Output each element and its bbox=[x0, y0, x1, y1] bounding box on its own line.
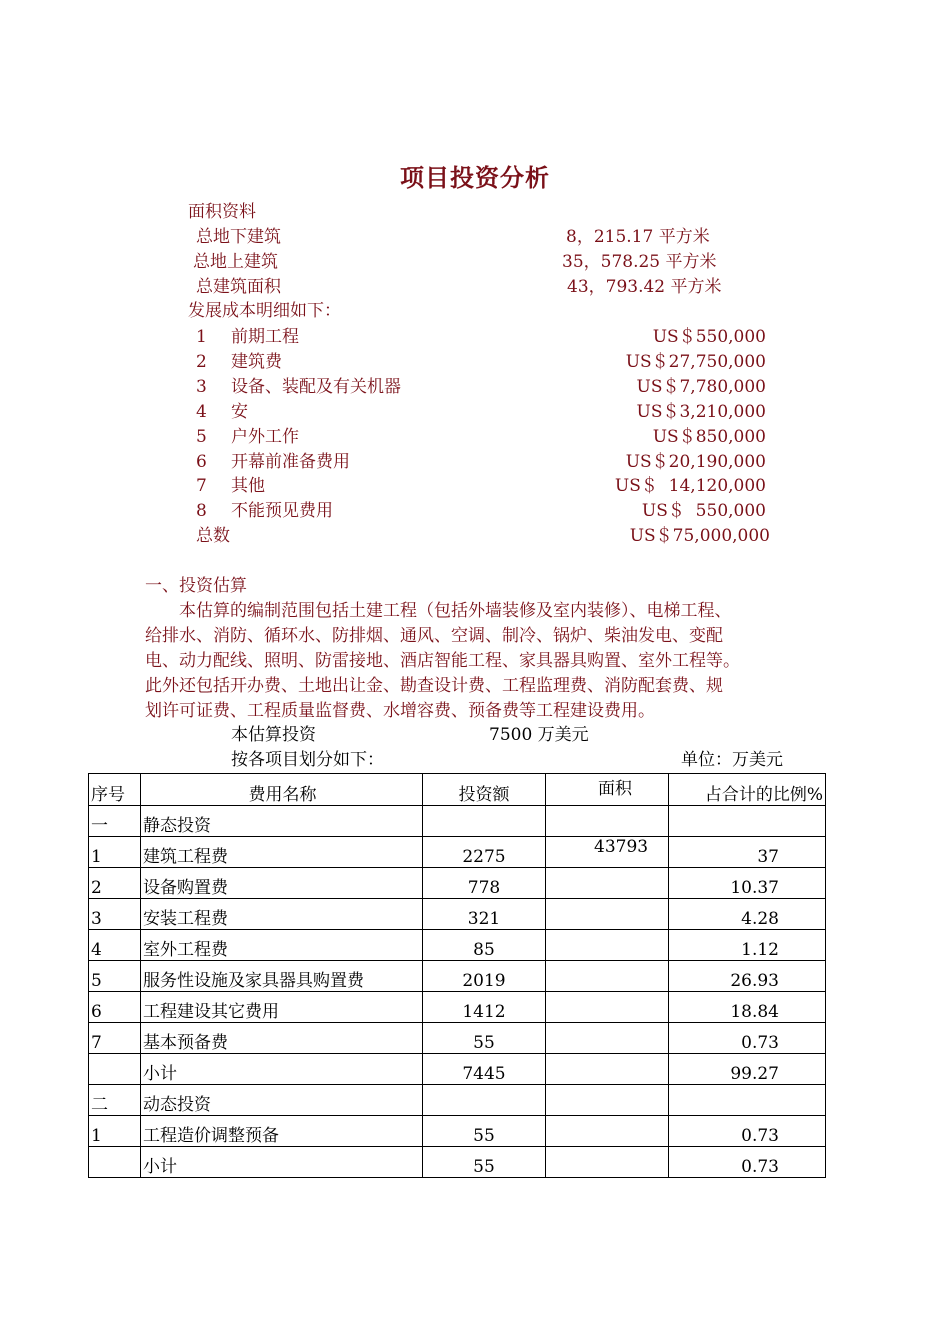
cell-area bbox=[546, 930, 669, 961]
cell-pct: 0.73 bbox=[669, 1116, 826, 1147]
paragraph-line: 此外还包括开办费、土地出让金、勘查设计费、工程监理费、消防配套费、规 bbox=[145, 676, 723, 696]
cost-item-amount: US＄ 14,120,000 bbox=[614, 476, 766, 496]
cost-item-amount: US＄7,780,000 bbox=[636, 377, 766, 397]
cell-area bbox=[546, 899, 669, 930]
cell-pct: 18.84 bbox=[669, 992, 826, 1023]
cell-area bbox=[546, 1116, 669, 1147]
cost-item-no: 3 bbox=[196, 377, 207, 397]
cost-item-name: 其他 bbox=[231, 476, 265, 496]
cell-amount: 55 bbox=[423, 1147, 546, 1178]
table-row bbox=[89, 930, 826, 961]
cost-item-amount: US＄27,750,000 bbox=[625, 352, 766, 372]
cost-item-no: 2 bbox=[196, 352, 207, 372]
table-row bbox=[89, 961, 826, 992]
header-amount: 投资额 bbox=[423, 774, 546, 806]
paragraph-line: 电、动力配线、照明、防雷接地、酒店智能工程、家具器具购置、室外工程等。 bbox=[145, 651, 740, 671]
cell-area bbox=[546, 1147, 669, 1178]
header-area: 面积 bbox=[546, 774, 669, 806]
table-row bbox=[89, 806, 826, 837]
cell-amount bbox=[423, 806, 546, 837]
cost-item-amount: US＄ 550,000 bbox=[641, 501, 766, 521]
cost-total-amount: US＄75,000,000 bbox=[629, 526, 770, 546]
cell-no: 5 bbox=[89, 961, 141, 992]
cell-pct: 37 bbox=[669, 837, 826, 868]
cell-name: 小计 bbox=[141, 1054, 423, 1085]
cell-name: 小计 bbox=[141, 1147, 423, 1178]
cell-amount: 7445 bbox=[423, 1054, 546, 1085]
cost-total-label: 总数 bbox=[196, 526, 230, 546]
cell-pct: 0.73 bbox=[669, 1023, 826, 1054]
cell-name: 静态投资 bbox=[141, 806, 423, 837]
table-row bbox=[89, 868, 826, 899]
unit-label: 单位：万美元 bbox=[681, 750, 783, 770]
cell-amount: 778 bbox=[423, 868, 546, 899]
cell-pct: 1.12 bbox=[669, 930, 826, 961]
cell-no: 1 bbox=[89, 1116, 141, 1147]
cell-no: 2 bbox=[89, 868, 141, 899]
cell-amount bbox=[423, 1085, 546, 1116]
estimate-value: 7500 万美元 bbox=[489, 725, 589, 745]
area-heading: 面积资料 bbox=[188, 202, 256, 222]
cell-area: 43793 bbox=[546, 837, 669, 868]
cell-name: 服务性设施及家具器具购置费 bbox=[141, 961, 423, 992]
paragraph-line: 划许可证费、工程质量监督费、水增容费、预备费等工程建设费用。 bbox=[145, 701, 655, 721]
cost-item-name: 开幕前准备费用 bbox=[231, 452, 350, 472]
split-label: 按各项目划分如下： bbox=[231, 750, 384, 770]
area-value: 35，578.25 平方米 bbox=[562, 252, 717, 272]
cell-no: 7 bbox=[89, 1023, 141, 1054]
cell-no bbox=[89, 1147, 141, 1178]
cell-pct: 4.28 bbox=[669, 899, 826, 930]
cell-no: 6 bbox=[89, 992, 141, 1023]
cell-no: 一 bbox=[89, 806, 141, 837]
cost-item-amount: US＄3,210,000 bbox=[636, 402, 766, 422]
cell-pct: 10.37 bbox=[669, 868, 826, 899]
cell-name: 工程建设其它费用 bbox=[141, 992, 423, 1023]
cost-item-no: 4 bbox=[196, 402, 207, 422]
cell-name: 工程造价调整预备 bbox=[141, 1116, 423, 1147]
cell-area bbox=[546, 1085, 669, 1116]
cell-name: 建筑工程费 bbox=[141, 837, 423, 868]
cost-item-no: 7 bbox=[196, 476, 207, 496]
cell-no: 二 bbox=[89, 1085, 141, 1116]
paragraph-line: 本估算的编制范围包括土建工程（包括外墙装修及室内装修）、电梯工程、 bbox=[145, 601, 732, 621]
cell-no: 4 bbox=[89, 930, 141, 961]
cell-pct: 26.93 bbox=[669, 961, 826, 992]
cost-item-no: 6 bbox=[196, 452, 207, 472]
area-label: 总建筑面积 bbox=[196, 277, 281, 297]
table-row bbox=[89, 1085, 826, 1116]
table-row bbox=[89, 1054, 826, 1085]
cell-amount: 2275 bbox=[423, 837, 546, 868]
cell-name: 安装工程费 bbox=[141, 899, 423, 930]
area-value: 43，793.42 平方米 bbox=[567, 277, 722, 297]
table-row bbox=[89, 1116, 826, 1147]
cost-item-amount: US＄550,000 bbox=[652, 327, 766, 347]
area-label: 总地上建筑 bbox=[193, 252, 278, 272]
cell-amount: 55 bbox=[423, 1116, 546, 1147]
cell-name: 设备购置费 bbox=[141, 868, 423, 899]
cell-pct: 0.73 bbox=[669, 1147, 826, 1178]
cost-item-name: 设备、装配及有关机器 bbox=[231, 377, 401, 397]
header-no: 序号 bbox=[89, 774, 141, 806]
cell-name: 动态投资 bbox=[141, 1085, 423, 1116]
cell-area bbox=[546, 806, 669, 837]
cost-item-name: 不能预见费用 bbox=[231, 501, 333, 521]
cost-item-amount: US＄850,000 bbox=[652, 427, 766, 447]
cell-area bbox=[546, 868, 669, 899]
cost-item-name: 安 bbox=[231, 402, 248, 422]
cell-pct bbox=[669, 806, 826, 837]
page-title: 项目投资分析 bbox=[400, 163, 550, 192]
cell-area bbox=[546, 1023, 669, 1054]
cost-item-no: 8 bbox=[196, 501, 207, 521]
cell-area bbox=[546, 1054, 669, 1085]
header-name: 费用名称 bbox=[141, 774, 423, 806]
cost-item-no: 5 bbox=[196, 427, 207, 447]
area-label: 总地下建筑 bbox=[196, 227, 281, 247]
section-heading: 一、投资估算 bbox=[145, 576, 247, 596]
table-row bbox=[89, 992, 826, 1023]
cell-name: 室外工程费 bbox=[141, 930, 423, 961]
investment-table bbox=[88, 773, 826, 1178]
cost-item-amount: US＄20,190,000 bbox=[625, 452, 766, 472]
cost-item-no: 1 bbox=[196, 327, 207, 347]
cell-name: 基本预备费 bbox=[141, 1023, 423, 1054]
area-value: 8，215.17 平方米 bbox=[566, 227, 710, 247]
cell-no: 3 bbox=[89, 899, 141, 930]
paragraph-line: 给排水、消防、循环水、防排烟、通风、空调、制冷、锅炉、柴油发电、变配 bbox=[145, 626, 723, 646]
header-pct: 占合计的比例% bbox=[669, 774, 826, 806]
cell-no bbox=[89, 1054, 141, 1085]
cell-pct: 99.27 bbox=[669, 1054, 826, 1085]
cost-item-name: 户外工作 bbox=[231, 427, 299, 447]
cell-no: 1 bbox=[89, 837, 141, 868]
cell-amount: 55 bbox=[423, 1023, 546, 1054]
scope-paragraph bbox=[145, 599, 835, 724]
table-row bbox=[89, 1023, 826, 1054]
cell-amount: 321 bbox=[423, 899, 546, 930]
cell-amount: 85 bbox=[423, 930, 546, 961]
cost-heading: 发展成本明细如下： bbox=[188, 301, 341, 321]
cost-item-name: 建筑费 bbox=[231, 352, 282, 372]
cost-item-name: 前期工程 bbox=[231, 327, 299, 347]
cell-area bbox=[546, 992, 669, 1023]
cell-amount: 2019 bbox=[423, 961, 546, 992]
table-header bbox=[89, 774, 826, 806]
estimate-label: 本估算投资 bbox=[231, 725, 316, 745]
cell-amount: 1412 bbox=[423, 992, 546, 1023]
table-row bbox=[89, 899, 826, 930]
table-row bbox=[89, 837, 826, 868]
cell-area bbox=[546, 961, 669, 992]
table-row bbox=[89, 1147, 826, 1178]
cell-pct bbox=[669, 1085, 826, 1116]
